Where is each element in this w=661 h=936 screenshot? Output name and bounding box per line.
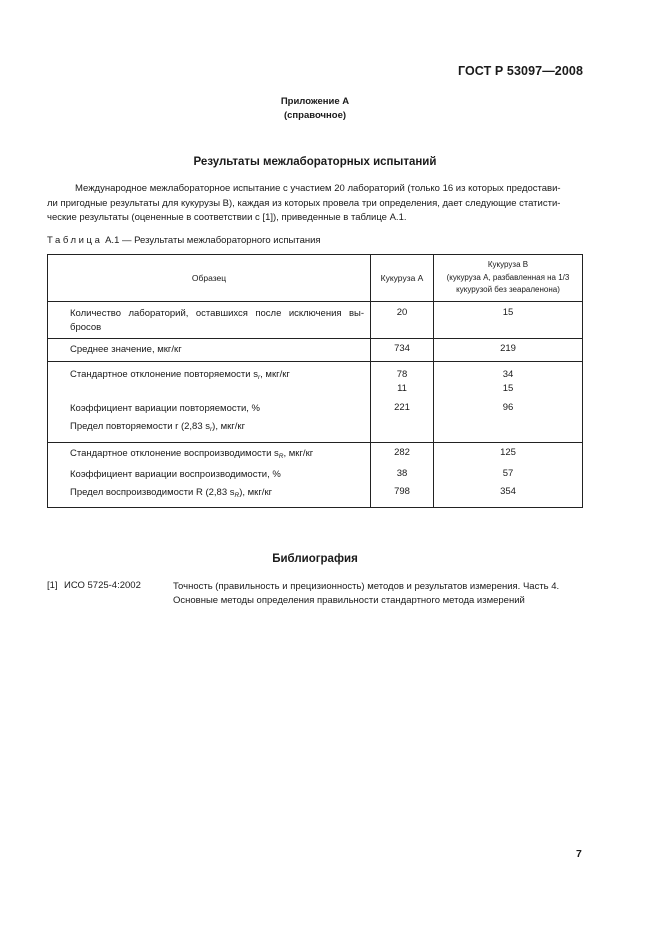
intro-line: ли пригодные результаты для кукурузы В), каждая из которых провела три определения, дает следующие статисти-	[47, 197, 561, 209]
cell-maize-a: 221	[371, 399, 434, 416]
cell-maize-b	[434, 416, 583, 443]
cell-maize-b: 125	[434, 443, 583, 465]
header-sample: Образец	[48, 255, 371, 302]
appendix-subtitle: (справочное)	[283, 110, 347, 121]
bibliography-text-line: Точность (правильность и прецизионность) методов и результатов измерения. Часть 4.	[173, 581, 560, 592]
cell-maize-a: 282	[371, 443, 434, 465]
cell-maize-a: 78 11	[371, 362, 434, 400]
row-label: Предел повторяемости r (2,83 $s_r$), мкг/кг	[48, 416, 371, 443]
row-label: Количество лабораторий, оставшихся после исключения вы- бросов	[48, 302, 371, 339]
cell-maize-a: 734	[371, 339, 434, 362]
row-label: Предел воспроизводимости R (2,83 $s_R$), мкг/кг	[48, 482, 371, 508]
table-row	[48, 362, 583, 400]
header-maize-a: Кукуруза А	[371, 255, 434, 302]
header-maize-b-line1: Кукуруза В	[487, 260, 529, 270]
bibliography-ref-code: ИСО 5725-4:2002	[64, 580, 141, 591]
cell-maize-a: 38	[371, 464, 434, 482]
cell-maize-a: 798	[371, 482, 434, 508]
cell-maize-b: 354	[434, 482, 583, 508]
intro-line: Международное межлабораторное испытание с участием 20 лабораторий (только 16 из которых предостави-	[75, 183, 561, 194]
row-label: Стандартное отклонение повторяемости $s_r$, мкг/кг	[48, 362, 371, 400]
header-maize-b-line2: (кукуруза А, разбавленная на 1/3	[446, 272, 570, 282]
page-number: 7	[576, 848, 582, 860]
section-title: Результаты межлабораторных испытаний	[193, 156, 437, 168]
table-row	[48, 464, 583, 482]
table-row	[48, 416, 583, 443]
cell-maize-b: 219	[434, 339, 583, 362]
intro-paragraph	[47, 182, 582, 226]
table-row	[48, 302, 583, 339]
row-label: Стандартное отклонение воспроизводимости $s_R$, мкг/кг	[48, 443, 371, 465]
bibliography-title: Библиография	[272, 553, 358, 565]
cell-maize-a: 20	[371, 302, 434, 339]
table-row	[48, 443, 583, 465]
table-caption-prefix: Таблица	[47, 235, 103, 246]
table-row	[48, 482, 583, 508]
intro-line: ческие результаты (оцененные в соответствии с [1]), приведенные в таблице А.1.	[47, 212, 407, 223]
table-caption-text: А.1 — Результаты межлабораторного испытания	[102, 235, 321, 246]
cell-maize-b: 15	[434, 302, 583, 339]
cell-maize-b: 34 15	[434, 362, 583, 400]
header-maize-b	[434, 255, 583, 302]
cell-maize-b: 96	[434, 399, 583, 416]
table-header-row	[48, 255, 583, 302]
appendix-title: Приложение А	[280, 96, 350, 107]
header-maize-b-line3: кукурузой без зеараленона)	[456, 285, 560, 295]
row-label: Коэффициент вариации воспроизводимости, %	[48, 464, 371, 482]
results-table	[47, 254, 583, 508]
table-row	[48, 399, 583, 416]
cell-maize-a	[371, 416, 434, 443]
table-caption	[47, 235, 321, 246]
bibliography-ref-number: [1]	[47, 580, 58, 591]
cell-maize-b: 57	[434, 464, 583, 482]
row-label: Среднее значение, мкг/кг	[48, 339, 371, 362]
bibliography-text-line: Основные методы определения правильности стандартного метода измерений	[173, 595, 525, 606]
standard-number: ГОСТ Р 53097—2008	[457, 64, 583, 78]
row-label: Коэффициент вариации повторяемости, %	[48, 399, 371, 416]
bibliography-ref-text	[173, 580, 585, 608]
table-row	[48, 339, 583, 362]
